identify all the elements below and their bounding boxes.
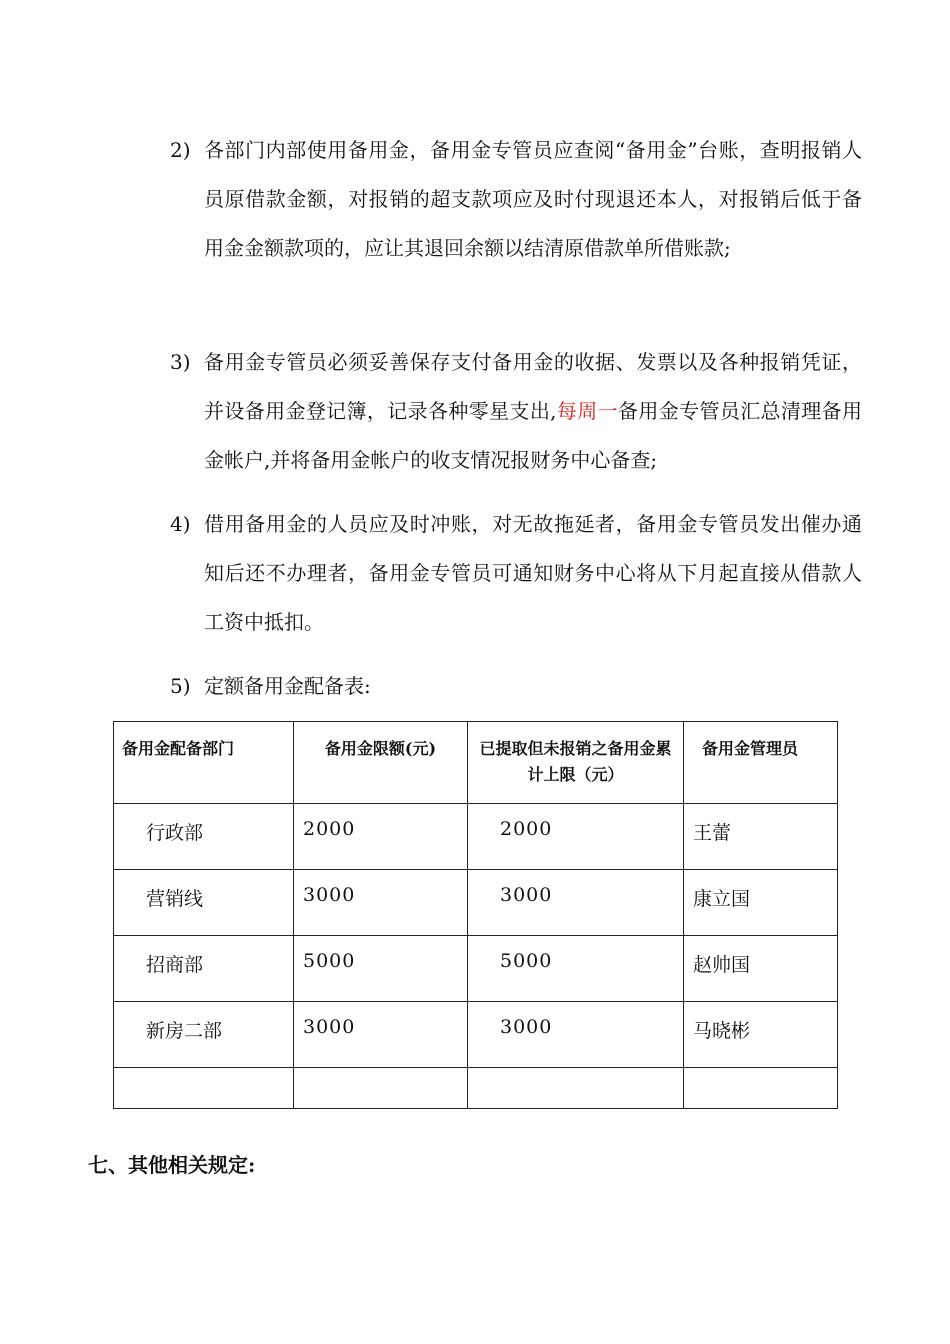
table-row <box>114 804 838 870</box>
table-cell: 营销线 <box>114 870 294 936</box>
petty-cash-table <box>113 721 838 1109</box>
table-cell <box>114 1068 294 1109</box>
table-caption <box>170 668 371 704</box>
table-row <box>114 870 838 936</box>
table-cell: 3000 <box>294 1002 468 1068</box>
table-cell: 行政部 <box>114 804 294 870</box>
table-cell: 新房二部 <box>114 1002 294 1068</box>
table-cell: 王蕾 <box>684 804 838 870</box>
table-cell: 招商部 <box>114 936 294 1002</box>
list-text <box>204 338 862 485</box>
column-header: 备用金限额(元) <box>294 722 468 804</box>
column-header: 备用金配备部门 <box>114 722 294 804</box>
table-caption-text: 定额备用金配备表: <box>204 674 371 698</box>
table-cell: 马晓彬 <box>684 1002 838 1068</box>
table-row <box>114 936 838 1002</box>
table-cell: 5000 <box>468 936 684 1002</box>
highlight-text: 每周一 <box>556 399 619 423</box>
list-text-part: 备用金专管员必须妥善保存支付备用金的收据、发票以及各种报销凭证，并设备用金登记簿，记录各种零星支出, <box>204 350 862 423</box>
list-text-part: 备用金专管员汇总清理备用金帐户,并将备用金帐户的收支情况报财务中心备查; <box>204 399 863 472</box>
table-cell: 2000 <box>468 804 684 870</box>
table-cell: 赵帅国 <box>684 936 838 1002</box>
list-item-3 <box>170 338 862 485</box>
column-header: 备用金管理员 <box>684 722 838 804</box>
list-item-4 <box>170 500 862 647</box>
section-title: 七、其他相关规定: <box>88 1153 256 1177</box>
table-row-empty <box>114 1068 838 1109</box>
table-cell: 康立国 <box>684 870 838 936</box>
table-cell <box>468 1068 684 1109</box>
table-cell: 2000 <box>294 804 468 870</box>
column-header: 已提取但未报销之备用金累计上限（元） <box>468 722 684 804</box>
table-cell: 5000 <box>294 936 468 1002</box>
table-cell: 3000 <box>468 1002 684 1068</box>
table-cell <box>684 1068 838 1109</box>
list-text: 各部门内部使用备用金，备用金专管员应查阅“备用金”台账，查明报销人员原借款金额，对报销的超支款项应及时付现退还本人，对报销后低于备用金金额款项的，应让其退回余额以结清原借款单所借账款; <box>204 138 862 260</box>
list-number: 2) <box>170 138 191 162</box>
list-item-2 <box>170 126 862 273</box>
table-header-row <box>114 722 838 804</box>
list-text: 借用备用金的人员应及时冲账，对无故拖延者，备用金专管员发出催办通知后还不办理者，备用金专管员可通知财务中心将从下月起直接从借款人工资中抵扣。 <box>204 512 862 634</box>
table-cell: 3000 <box>294 870 468 936</box>
table-row <box>114 1002 838 1068</box>
list-number: 3) <box>170 350 191 374</box>
list-number: 5) <box>170 674 191 698</box>
table-cell <box>294 1068 468 1109</box>
list-number: 4) <box>170 512 191 536</box>
table-cell: 3000 <box>468 870 684 936</box>
